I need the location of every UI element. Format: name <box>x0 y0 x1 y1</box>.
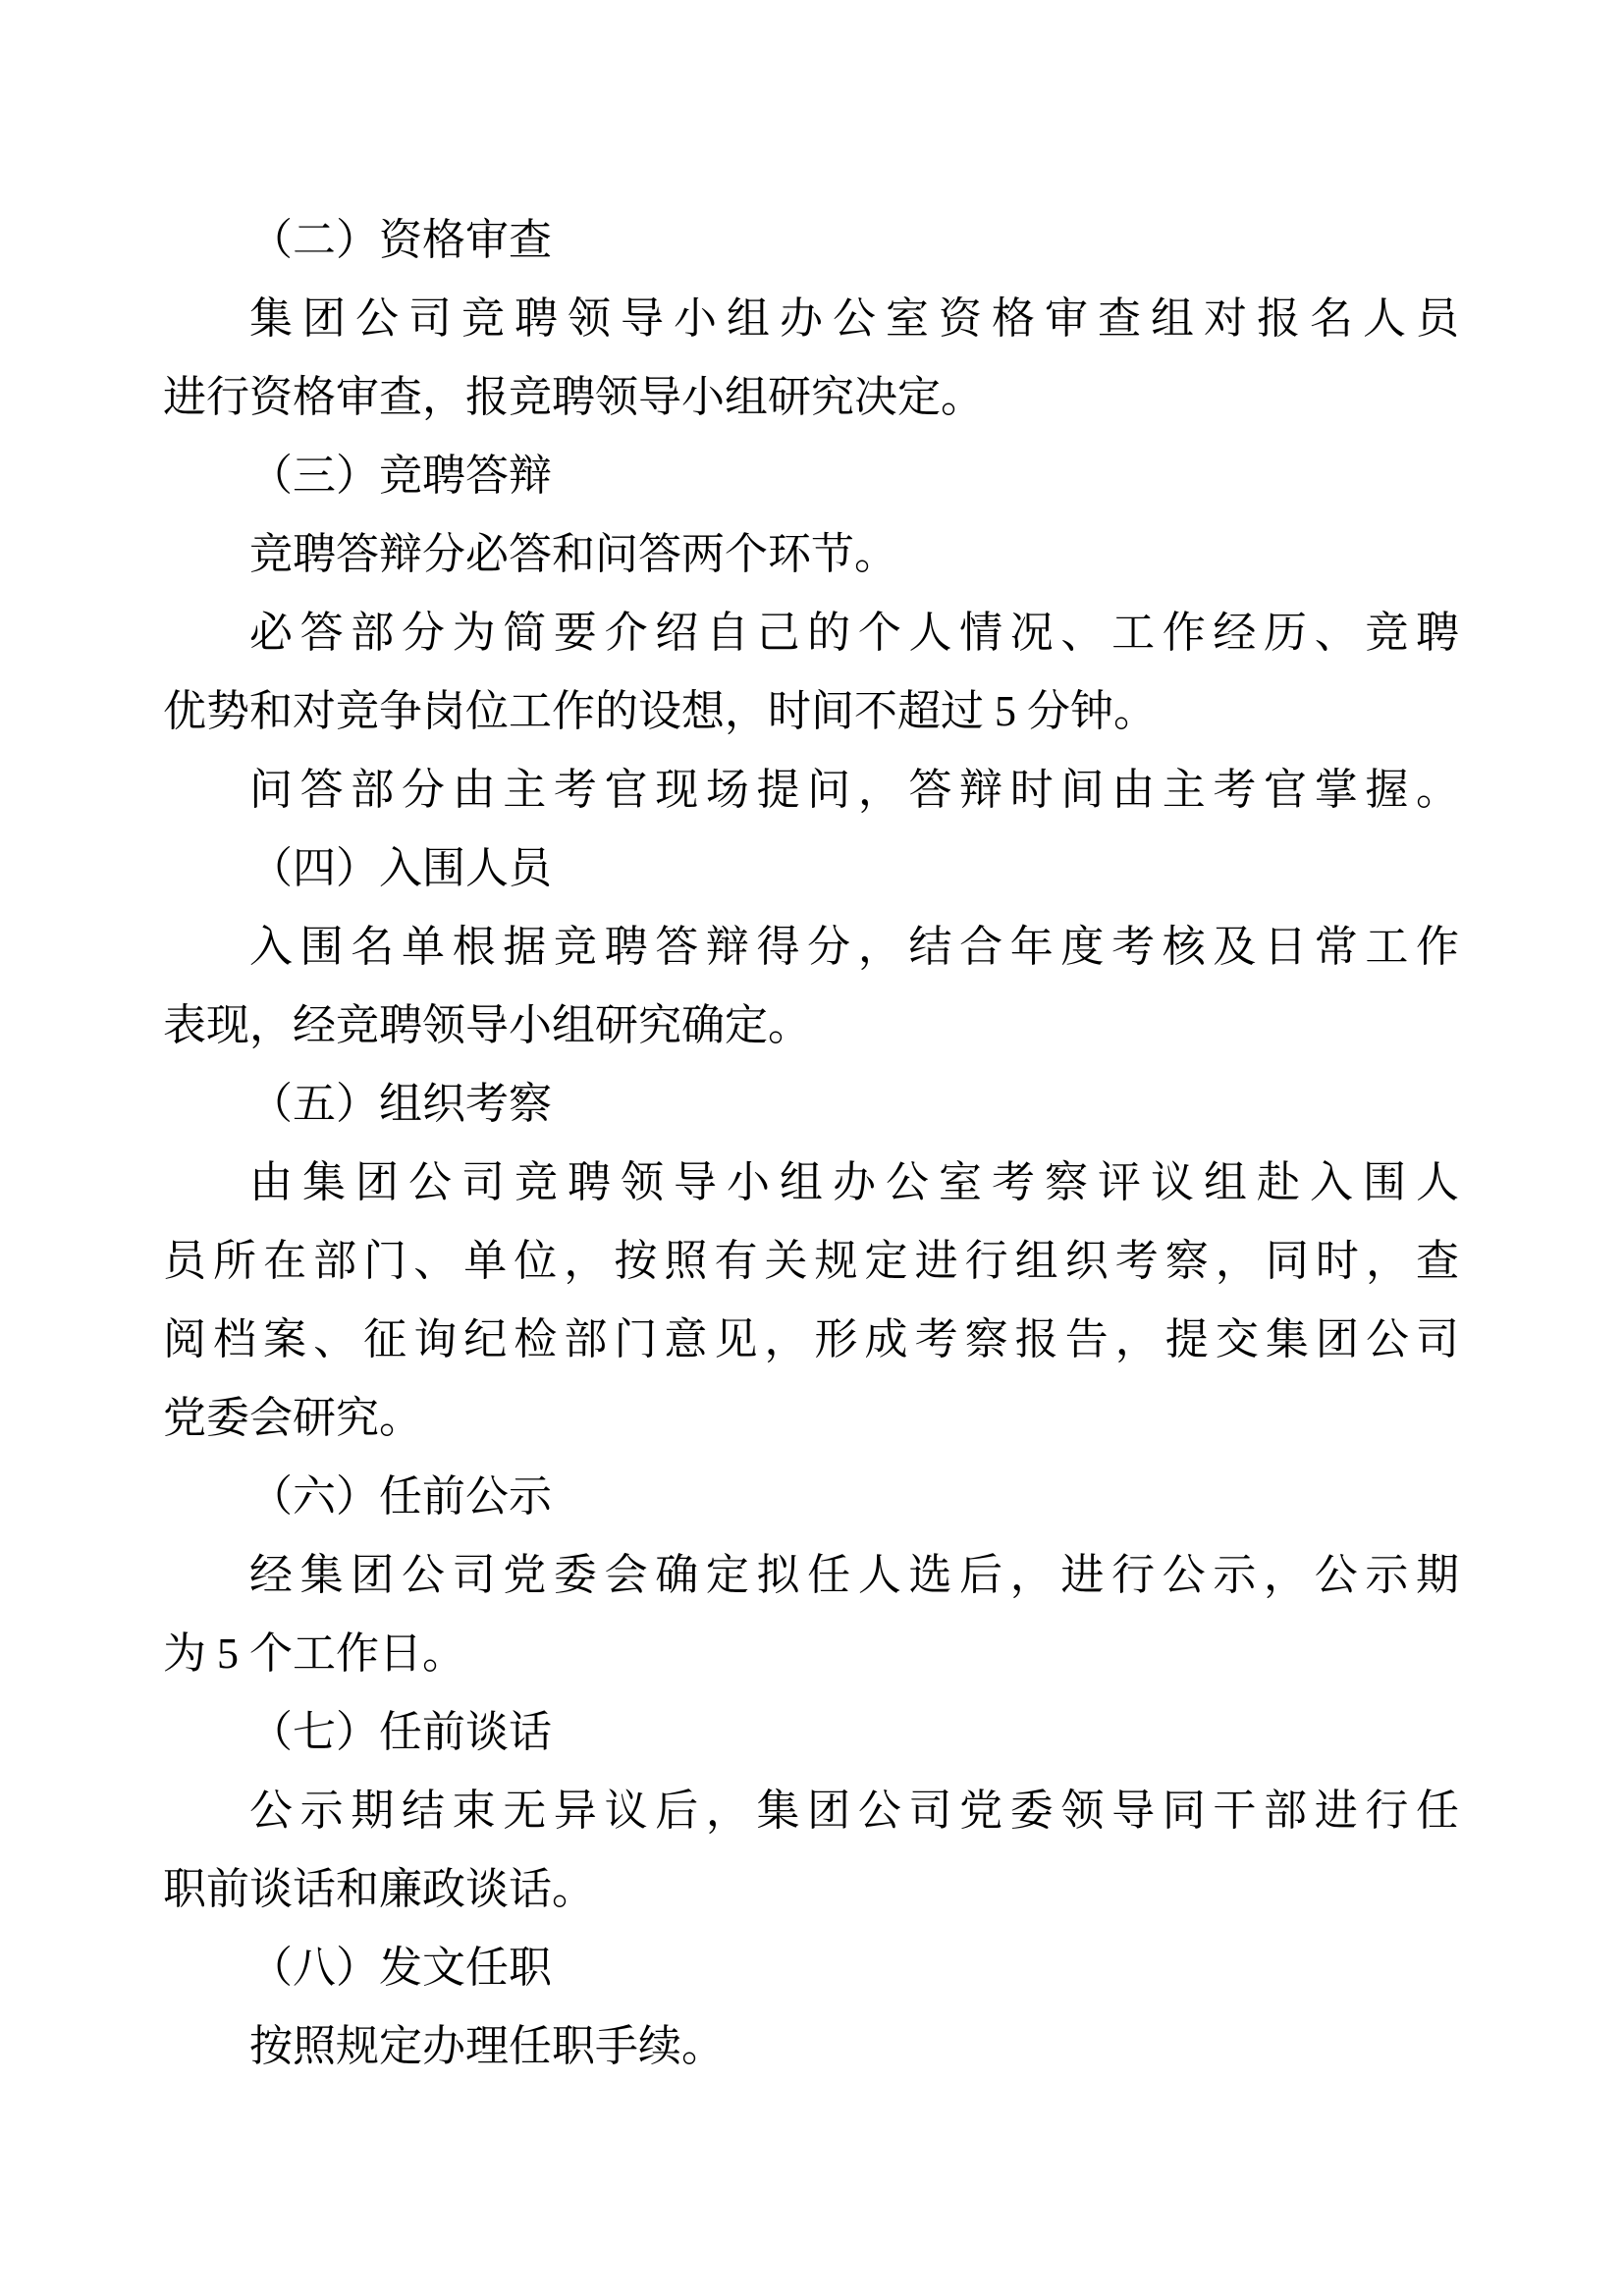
section-heading: （八）发文任职 <box>249 1944 552 1992</box>
body-line: 问答部分由主考官现场提问，答辩时间由主考官掌握。 <box>249 766 1459 814</box>
body-line: 入围名单根据竞聘答辩得分，结合年度考核及日常工作 <box>249 923 1459 971</box>
body-line: 职前谈话和廉政谈话。 <box>163 1865 595 1913</box>
body-line: 竞聘答辩分必答和问答两个环节。 <box>249 530 897 578</box>
body-line: 阅档案、征询纪检部门意见，形成考察报告，提交集团公司 <box>163 1315 1459 1363</box>
body-line: 必答部分为简要介绍自己的个人情况、工作经历、竞聘 <box>249 609 1459 657</box>
body-line: 集团公司竞聘领导小组办公室资格审查组对报名人员 <box>249 294 1459 343</box>
body-line: 表现，经竞聘领导小组研究确定。 <box>163 1001 811 1049</box>
body-line: 由集团公司竞聘领导小组办公室考察评议组赴入围人 <box>249 1158 1459 1206</box>
body-line: 进行资格审查，报竞聘领导小组研究决定。 <box>163 373 984 421</box>
body-line: 为 5 个工作日。 <box>163 1629 465 1678</box>
body-line: 党委会研究。 <box>163 1394 422 1442</box>
section-heading: （二）资格审查 <box>249 216 552 264</box>
section-heading: （三）竞聘答辩 <box>249 452 552 500</box>
section-heading: （五）组织考察 <box>249 1080 552 1128</box>
body-line: 按照规定办理任职手续。 <box>249 2022 725 2070</box>
body-line: 优势和对竞争岗位工作的设想，时间不超过 5 分钟。 <box>163 687 1157 735</box>
section-heading: （七）任前谈话 <box>249 1708 552 1756</box>
body-line: 公示期结束无异议后，集团公司党委领导同干部进行任 <box>249 1787 1459 1835</box>
section-heading: （六）任前公示 <box>249 1472 552 1521</box>
body-line: 员所在部门、单位，按照有关规定进行组织考察，同时，查 <box>163 1237 1459 1285</box>
body-line: 经集团公司党委会确定拟任人选后，进行公示，公示期 <box>249 1551 1459 1599</box>
section-heading: （四）入围人员 <box>249 844 552 892</box>
